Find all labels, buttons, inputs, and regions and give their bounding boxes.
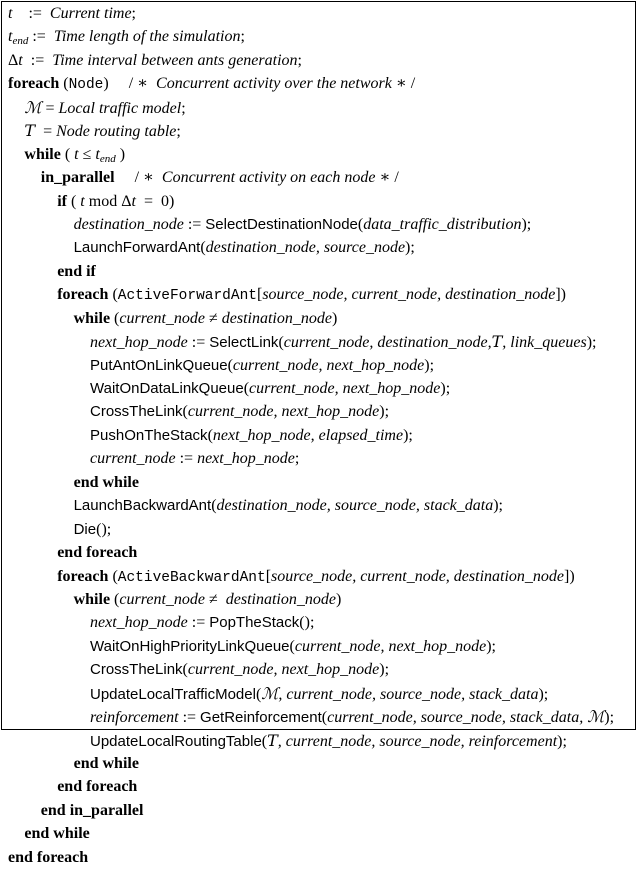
code-line bbox=[8, 846, 614, 869]
math-text: Concurrent activity on each node bbox=[161, 169, 376, 187]
function-name: GetReinforcement bbox=[200, 709, 322, 727]
subscript: end bbox=[99, 152, 116, 165]
math-text: t bbox=[95, 145, 100, 163]
math-text: destination_node, source_node bbox=[205, 239, 406, 257]
math-text: destination_node, source_node, stack_data bbox=[216, 497, 494, 515]
code-line bbox=[8, 471, 614, 494]
code-line bbox=[8, 330, 614, 353]
math-symbol: ℳ bbox=[24, 97, 42, 117]
math-text: t bbox=[80, 192, 85, 210]
math-text: current_node, next_hop_node bbox=[294, 637, 487, 655]
symbol-text: ( bbox=[108, 286, 118, 304]
math-text: Time length of the simulation bbox=[53, 28, 241, 46]
code-line bbox=[8, 236, 614, 259]
code-line bbox=[8, 565, 614, 588]
function-name: LaunchForwardAnt bbox=[73, 239, 201, 257]
symbol-text: (); bbox=[96, 520, 112, 538]
symbol-text: ); bbox=[604, 709, 615, 727]
code-line bbox=[8, 682, 614, 705]
math-text: t bbox=[18, 51, 23, 69]
keyword: end if bbox=[57, 262, 96, 280]
symbol-text: ) bbox=[335, 590, 342, 608]
math-text: current_node bbox=[119, 309, 205, 327]
code-line bbox=[8, 166, 614, 189]
code-line bbox=[8, 775, 614, 798]
code-line bbox=[8, 752, 614, 775]
symbol-text: ∗ / bbox=[375, 169, 399, 187]
code-line bbox=[8, 658, 614, 681]
math-text: Time interval between ants generation bbox=[52, 51, 298, 69]
function-name: UpdateLocalTrafficModel bbox=[90, 685, 256, 703]
symbol-text: ); bbox=[379, 403, 390, 421]
keyword: foreach bbox=[57, 286, 109, 304]
math-text: current_node, next_hop_node bbox=[249, 380, 441, 397]
symbol-text: ( bbox=[110, 590, 120, 608]
math-text: , link_queues bbox=[502, 334, 587, 352]
symbol-text: ( bbox=[59, 75, 69, 93]
code-line bbox=[8, 822, 614, 845]
function-name: UpdateLocalRoutingTable bbox=[90, 732, 262, 750]
code-line bbox=[8, 213, 614, 236]
symbol-text: ); bbox=[486, 637, 496, 655]
code-line bbox=[8, 705, 614, 728]
symbol-text: ; bbox=[176, 123, 181, 141]
symbol-text: ( bbox=[289, 637, 295, 655]
symbol-text: ); bbox=[586, 334, 597, 352]
math-text: Local traffic model bbox=[58, 99, 182, 117]
function-name: CrossTheLink bbox=[90, 403, 183, 421]
symbol-text: ( bbox=[243, 380, 250, 397]
function-name: PutAntOnLinkQueue bbox=[90, 356, 228, 374]
keyword: while bbox=[24, 145, 61, 163]
code-line bbox=[8, 307, 614, 330]
math-text: current_node bbox=[119, 590, 205, 608]
code-line bbox=[8, 377, 614, 400]
symbol-text: = 0) bbox=[135, 192, 175, 210]
function-name: PushOnTheStack bbox=[90, 426, 208, 444]
function-name: Die bbox=[73, 520, 97, 538]
symbol-text: ; bbox=[297, 51, 302, 69]
symbol-text: = bbox=[41, 99, 59, 117]
math-symbol: ℳ bbox=[587, 707, 605, 727]
symbol-text: ; bbox=[240, 28, 245, 46]
symbol-text: ( bbox=[261, 732, 268, 750]
keyword: end in_parallel bbox=[40, 801, 144, 819]
math-text: Current time bbox=[49, 5, 132, 22]
symbol-text: ( bbox=[182, 403, 188, 421]
symbol-text: ( bbox=[211, 497, 217, 515]
math-text: reinforcement bbox=[90, 709, 179, 727]
function-name: LaunchBackwardAnt bbox=[73, 497, 212, 515]
symbol-text: ( bbox=[200, 239, 206, 257]
symbol-text: ( bbox=[207, 426, 213, 444]
symbol-text: ( bbox=[278, 334, 284, 352]
math-symbol: T bbox=[491, 332, 503, 352]
code-line bbox=[8, 635, 614, 658]
math-text: current_node, source_node, stack_data, bbox=[327, 709, 588, 727]
symbol-text: ); bbox=[379, 661, 390, 679]
math-text: t bbox=[131, 192, 136, 210]
math-text: destination_node bbox=[221, 309, 332, 327]
type-name: ActiveForwardAnt bbox=[117, 288, 257, 305]
symbol-text: ); bbox=[403, 426, 413, 444]
code-line bbox=[8, 518, 614, 541]
symbol-text: ]) bbox=[564, 567, 575, 585]
function-name: SelectLink bbox=[209, 334, 279, 352]
symbol-text: ≤ bbox=[78, 145, 96, 163]
math-text: destination_node bbox=[73, 215, 184, 233]
symbol-text: ≠ bbox=[204, 309, 222, 327]
function-name: PopTheStack bbox=[209, 614, 300, 632]
function-name: CrossTheLink bbox=[90, 661, 183, 679]
keyword: in_parallel bbox=[40, 169, 115, 187]
code-line bbox=[8, 729, 614, 752]
code-line bbox=[8, 143, 614, 166]
code-line bbox=[8, 72, 614, 95]
math-text: , current_node, source_node, stack_data bbox=[278, 685, 539, 703]
code-line bbox=[8, 424, 614, 447]
math-text: source_node, current_node, destination_node bbox=[271, 567, 565, 585]
code-line bbox=[8, 25, 614, 48]
symbol-text: ( bbox=[255, 685, 262, 703]
symbol-text: ); bbox=[424, 356, 435, 374]
code-line bbox=[8, 96, 614, 119]
symbol-text: := bbox=[12, 5, 50, 22]
math-text: Node routing table bbox=[56, 123, 177, 141]
math-text: t bbox=[8, 5, 13, 22]
keyword: end while bbox=[73, 755, 139, 772]
math-text: , current_node, source_node, reinforcement bbox=[277, 732, 558, 750]
symbol-text: ( bbox=[321, 709, 328, 727]
function-name: WaitOnDataLinkQueue bbox=[90, 380, 244, 397]
math-text: data_traffic_distribution bbox=[363, 215, 522, 233]
symbol-text: ); bbox=[440, 380, 451, 397]
keyword: foreach bbox=[8, 75, 60, 93]
code-line bbox=[8, 447, 614, 470]
symbol-text: ; bbox=[181, 99, 186, 117]
symbol-text: ( bbox=[182, 661, 188, 679]
math-text: destination_node bbox=[225, 590, 336, 608]
symbol-text: ) bbox=[331, 309, 338, 327]
code-line bbox=[8, 541, 614, 564]
math-text: next_hop_node bbox=[90, 614, 188, 632]
symbol-text: := bbox=[183, 215, 206, 233]
code-line bbox=[8, 611, 614, 634]
code-line bbox=[8, 190, 614, 213]
function-name: SelectDestinationNode bbox=[205, 215, 358, 233]
symbol-text: := bbox=[175, 450, 198, 468]
symbol-text: ∗ / bbox=[391, 75, 416, 93]
symbol-text: := bbox=[28, 28, 54, 46]
symbol-text: ); bbox=[538, 685, 549, 703]
keyword: end foreach bbox=[8, 848, 89, 866]
math-text: current_node, next_hop_node bbox=[232, 356, 425, 374]
symbol-text: := bbox=[187, 614, 210, 632]
symbol-text: ); bbox=[521, 215, 532, 233]
code-line bbox=[8, 354, 614, 377]
code-line bbox=[8, 2, 614, 25]
keyword: end foreach bbox=[57, 544, 138, 562]
code-line bbox=[8, 799, 614, 822]
code-line bbox=[8, 260, 614, 283]
code-line bbox=[8, 494, 614, 517]
symbol-text: = bbox=[35, 123, 57, 141]
symbol-text: ; bbox=[294, 450, 300, 468]
symbol-text: := bbox=[187, 334, 210, 352]
symbol-text: ); bbox=[557, 732, 567, 750]
math-text: next_hop_node bbox=[90, 334, 188, 352]
symbol-text: ); bbox=[405, 239, 415, 257]
symbol-text: Δ bbox=[8, 51, 19, 69]
math-text: t bbox=[74, 145, 79, 163]
keyword: while bbox=[73, 590, 111, 608]
symbol-text: ( bbox=[66, 192, 81, 210]
math-text: next_hop_node bbox=[197, 450, 295, 468]
math-text: current_node, destination_node, bbox=[283, 334, 492, 352]
keyword: end foreach bbox=[57, 778, 138, 796]
algorithm-pseudocode bbox=[8, 2, 614, 869]
symbol-text: / ∗ bbox=[114, 169, 162, 187]
symbol-text: ) bbox=[115, 145, 126, 163]
math-text: current_node bbox=[90, 450, 176, 468]
math-text: Concurrent activity over the network bbox=[156, 75, 392, 93]
symbol-text: [ bbox=[265, 567, 272, 585]
math-text: t bbox=[8, 28, 13, 46]
symbol-text: ( bbox=[108, 567, 118, 585]
symbol-text: ]) bbox=[555, 286, 566, 304]
symbol-text: ( bbox=[227, 356, 233, 374]
code-line bbox=[8, 400, 614, 423]
symbol-text: ( bbox=[110, 309, 120, 327]
symbol-text: mod Δ bbox=[84, 192, 132, 210]
math-text: source_node, current_node, destination_node bbox=[262, 286, 556, 304]
symbol-text: ); bbox=[493, 497, 503, 515]
symbol-text: ( bbox=[60, 145, 75, 163]
code-line bbox=[8, 283, 614, 306]
math-text: current_node, next_hop_node bbox=[187, 403, 380, 421]
keyword: if bbox=[57, 192, 67, 210]
symbol-text: := bbox=[22, 51, 53, 69]
symbol-text: ( bbox=[357, 215, 364, 233]
keyword: foreach bbox=[57, 567, 109, 585]
code-line bbox=[8, 588, 614, 611]
function-name: WaitOnHighPriorityLinkQueue bbox=[90, 637, 290, 655]
symbol-text: [ bbox=[257, 286, 263, 304]
math-symbol: ℳ bbox=[261, 683, 279, 703]
math-text: next_hop_node, elapsed_time bbox=[212, 426, 404, 444]
keyword: end while bbox=[73, 473, 139, 491]
math-text: current_node, next_hop_node bbox=[187, 661, 380, 679]
symbol-text: ) / ∗ bbox=[103, 75, 157, 93]
math-symbol: T bbox=[24, 121, 36, 141]
subscript: end bbox=[12, 35, 29, 48]
code-line bbox=[8, 119, 614, 142]
symbol-text: ≠ bbox=[204, 590, 226, 608]
type-name: Node bbox=[68, 77, 104, 94]
code-line bbox=[8, 49, 614, 72]
keyword: end while bbox=[24, 825, 90, 843]
symbol-text: := bbox=[178, 709, 201, 727]
keyword: while bbox=[73, 309, 111, 327]
symbol-text: (); bbox=[299, 614, 315, 632]
symbol-text: ; bbox=[131, 5, 136, 22]
type-name: ActiveBackwardAnt bbox=[117, 569, 266, 586]
math-symbol: T bbox=[267, 730, 278, 750]
